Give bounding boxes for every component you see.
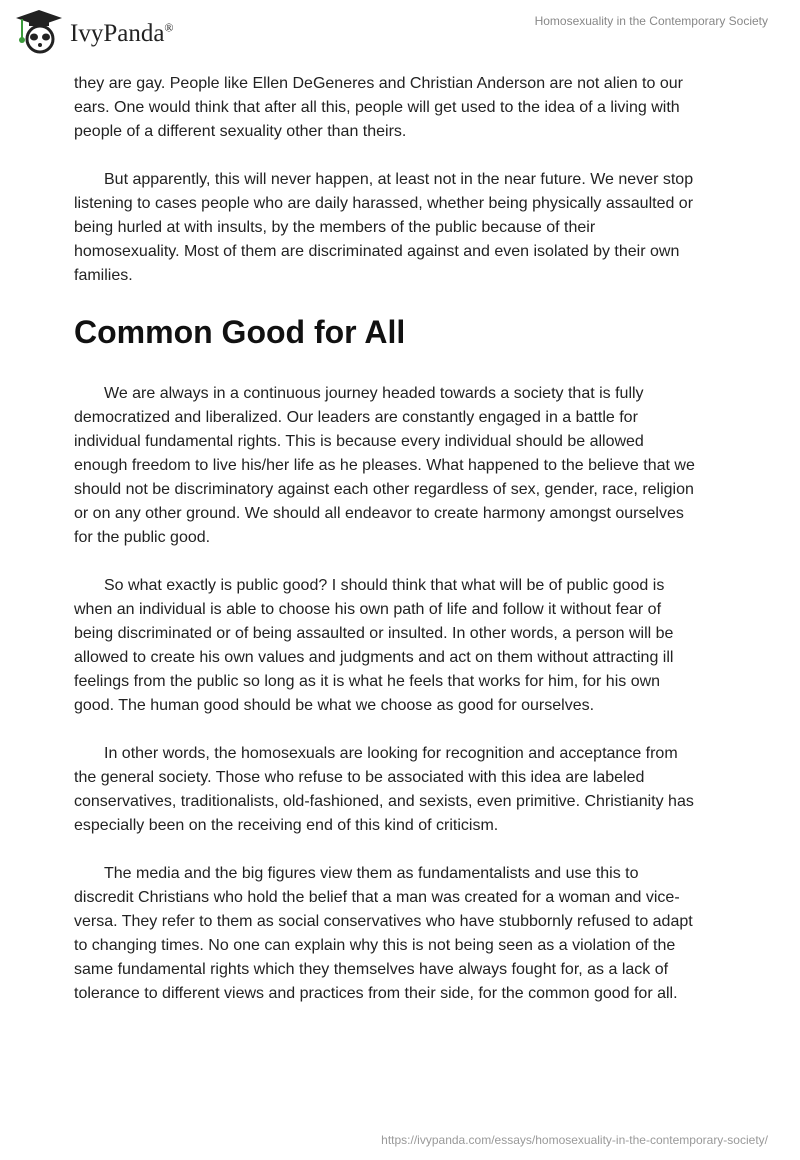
text-line: families.	[74, 267, 133, 284]
source-url[interactable]: https://ivypanda.com/essays/homosexuality-in-the-contemporary-society/	[381, 1133, 768, 1147]
text-line: when an individual is able to choose his own path of life and follow it without fear of	[74, 601, 662, 618]
logo-text: IvyPanda	[70, 20, 165, 47]
paragraph	[74, 168, 734, 288]
text-line: But apparently, this will never happen, at least not in the near future. We never stop	[104, 171, 694, 188]
section-heading: Common Good for All	[74, 314, 406, 350]
text-line: especially been on the receiving end of this kind of criticism.	[74, 817, 499, 834]
paragraph	[74, 862, 734, 1006]
text-line: individual fundamental rights. This is because every individual should be allowed	[74, 433, 644, 450]
panda-graduate-icon	[14, 8, 64, 54]
text-line: democratized and liberalized. Our leaders are constantly engaged in a battle for	[74, 409, 638, 426]
text-line: So what exactly is public good? I should think that what will be of public good is	[104, 577, 665, 594]
section-common-good	[74, 382, 734, 1006]
text-line: for the public good.	[74, 529, 211, 546]
essay-content	[74, 72, 734, 1030]
text-line: being discriminated or of being assaulted or insulted. In other words, a person will be	[74, 625, 674, 642]
registered-mark: ®	[164, 20, 174, 35]
text-line: The media and the big figures view them as fundamentalists and use this to	[104, 865, 639, 882]
text-line: good. The human good should be what we choose as good for ourselves.	[74, 697, 595, 714]
section-intro	[74, 72, 734, 288]
text-line: to changing times. No one can explain why this is not being seen as a violation of the	[74, 937, 676, 954]
text-line: they are gay. People like Ellen DeGeneres and Christian Anderson are not alien to our	[74, 75, 683, 92]
paragraph	[74, 742, 734, 838]
text-line: allowed to create his own values and judgments and act on them without attracting ill	[74, 649, 674, 666]
text-line: same fundamental rights which they themselves have always fought for, as a lack of	[74, 961, 669, 978]
text-line: should not be discriminatory against each other regardless of sex, gender, race, religion	[74, 481, 694, 498]
text-line: We are always in a continuous journey headed towards a society that is fully	[104, 385, 644, 402]
text-line: the general society. Those who refuse to be associated with this idea are labeled	[74, 769, 645, 786]
text-line: enough freedom to live his/her life as he pleases. What happened to the believe that we	[74, 457, 695, 474]
text-line: listening to cases people who are daily harassed, whether being physically assaulted or	[74, 195, 694, 212]
text-line: people of a different sexuality other than theirs.	[74, 123, 407, 140]
text-line: being hurled at with insults, by the members of the public because of their	[74, 219, 596, 236]
paragraph	[74, 382, 734, 550]
text-line: feelings from the public so long as it is what he feels that works for him, for his own	[74, 673, 661, 690]
text-line: tolerance to different views and practices from their side, for the common good for all.	[74, 985, 678, 1002]
document-title: Homosexuality in the Contemporary Society	[534, 14, 768, 28]
text-line: discredit Christians who hold the belief that a man was created for a woman and vice-	[74, 889, 680, 906]
paragraph	[74, 574, 734, 718]
text-line: In other words, the homosexuals are looking for recognition and acceptance from	[104, 745, 678, 762]
paragraph	[74, 72, 734, 144]
ivypanda-logo[interactable]	[14, 8, 174, 54]
text-line: conservatives, traditionalists, old-fashioned, and sexists, even primitive. Christianity has	[74, 793, 694, 810]
text-line: or on any other ground. We should all endeavor to create harmony amongst ourselves	[74, 505, 684, 522]
text-line: ears. One would think that after all this, people will get used to the idea of a living with	[74, 99, 680, 116]
text-line: versa. They refer to them as social conservatives who have stubbornly refused to adapt	[74, 913, 693, 930]
page-header	[0, 0, 800, 60]
text-line: homosexuality. Most of them are discriminated against and even isolated by their own	[74, 243, 680, 260]
